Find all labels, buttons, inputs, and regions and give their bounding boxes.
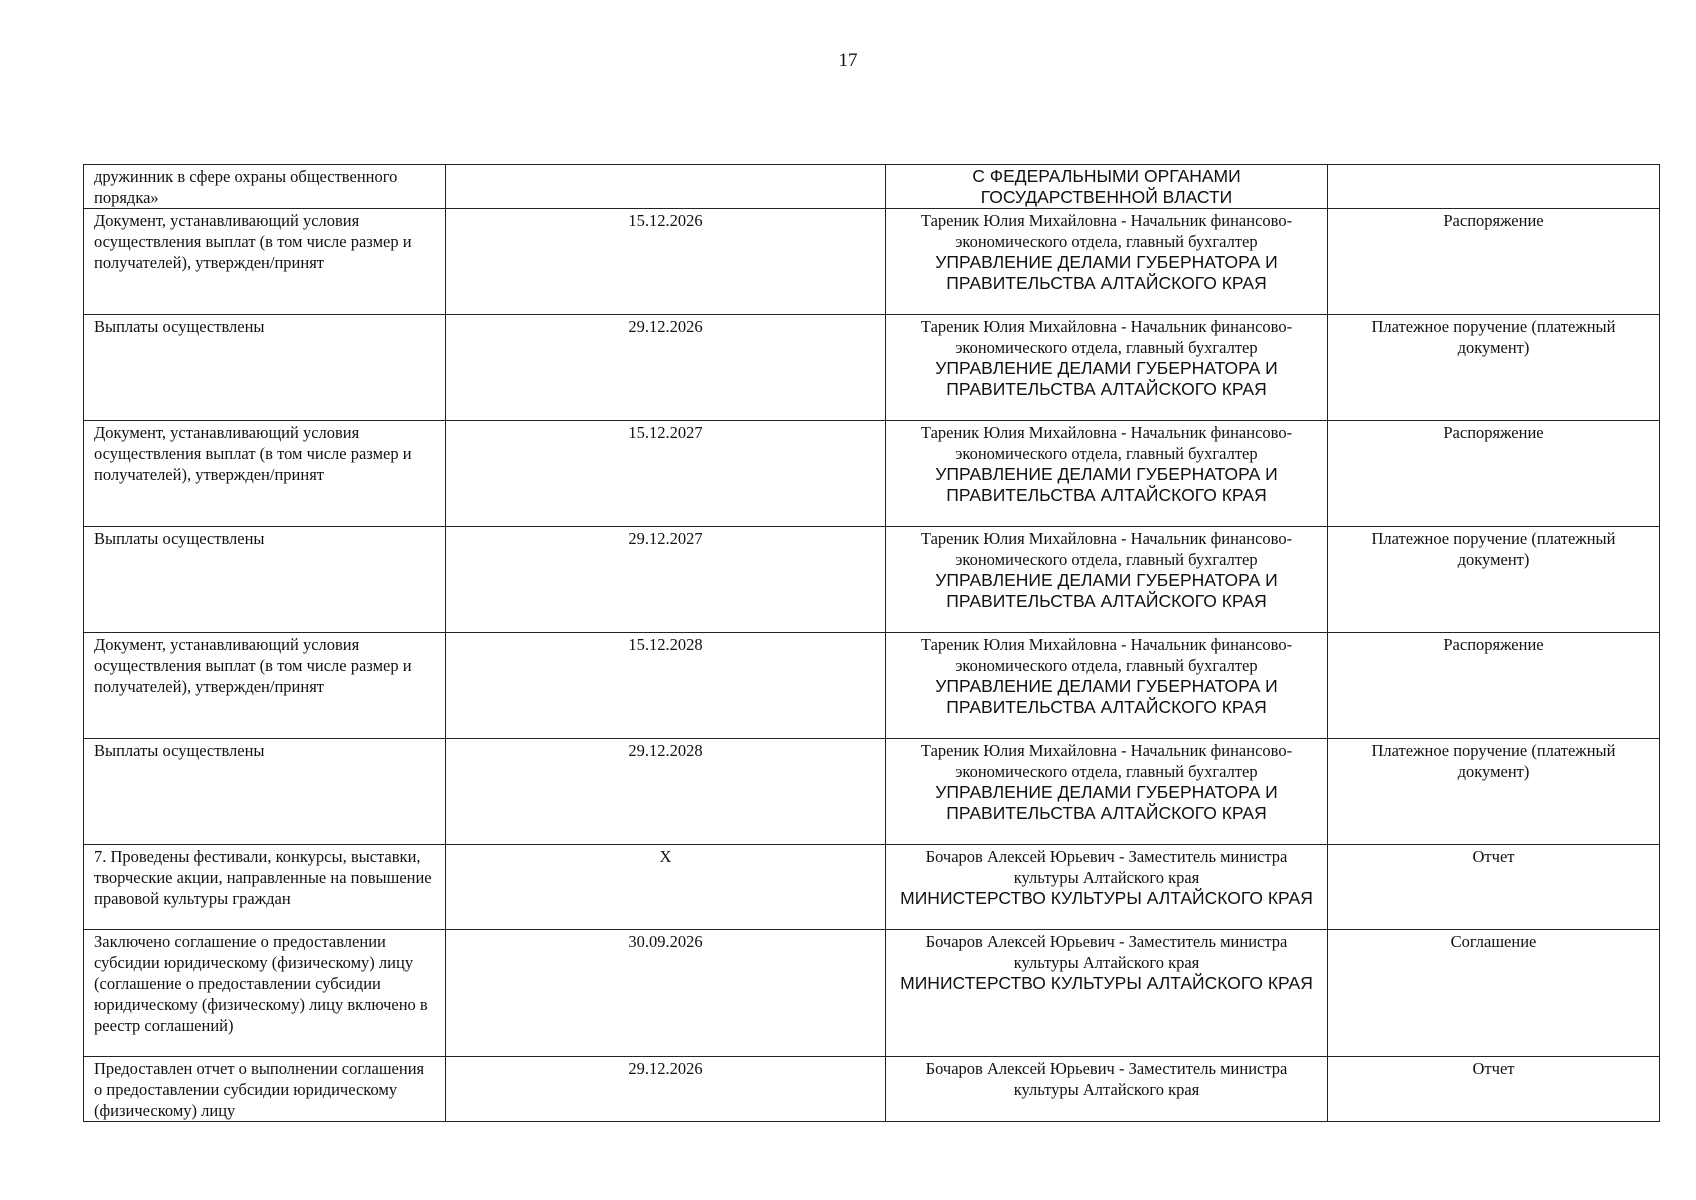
cell-document-type: Распоряжение bbox=[1328, 633, 1660, 739]
cell-responsible bbox=[886, 527, 1328, 633]
cell-document-type: Распоряжение bbox=[1328, 421, 1660, 527]
responsible-person: Тареник Юлия Михайловна - Начальник финансово-экономического отдела, главный бухгалтер bbox=[920, 423, 1293, 463]
cell-description: Документ, устанавливающий условия осуществления выплат (в том числе размер и получателей), утвержден/принят bbox=[84, 209, 446, 315]
cell-date: 29.12.2027 bbox=[446, 527, 886, 633]
page-number: 17 bbox=[838, 50, 858, 71]
cell-description: 7. Проведены фестивали, конкурсы, выставки, творческие акции, направленные на повышение правовой культуры граждан bbox=[84, 845, 446, 930]
responsible-organization: УПРАВЛЕНИЕ ДЕЛАМИ ГУБЕРНАТОРА И ПРАВИТЕЛЬСТВА АЛТАЙСКОГО КРАЯ bbox=[935, 676, 1278, 717]
cell-responsible bbox=[886, 845, 1328, 930]
cell-date: 29.12.2028 bbox=[446, 739, 886, 845]
cell-date: 15.12.2027 bbox=[446, 421, 886, 527]
responsible-organization: УПРАВЛЕНИЕ ДЕЛАМИ ГУБЕРНАТОРА И ПРАВИТЕЛЬСТВА АЛТАЙСКОГО КРАЯ bbox=[935, 782, 1278, 823]
cell-description: Документ, устанавливающий условия осуществления выплат (в том числе размер и получателей), утвержден/принят bbox=[84, 421, 446, 527]
plan-table-body bbox=[84, 165, 1660, 1122]
cell-responsible bbox=[886, 739, 1328, 845]
cell-description: Выплаты осуществлены bbox=[84, 527, 446, 633]
cell-date: 15.12.2028 bbox=[446, 633, 886, 739]
cell-description: Заключено соглашение о предоставлении субсидии юридическому (физическому) лицу (соглашение о предоставлении субсидии юридическому (физическому) лицу включено в реестр соглашений) bbox=[84, 930, 446, 1057]
table-row bbox=[84, 421, 1660, 527]
cell-description: дружинник в сфере охраны общественного порядка» bbox=[84, 165, 446, 209]
plan-table bbox=[83, 164, 1660, 1122]
cell-date: 30.09.2026 bbox=[446, 930, 886, 1057]
responsible-organization: МИНИСТЕРСТВО КУЛЬТУРЫ АЛТАЙСКОГО КРАЯ bbox=[900, 973, 1313, 993]
cell-document-type: Отчет bbox=[1328, 1057, 1660, 1122]
cell-document-type bbox=[1328, 165, 1660, 209]
cell-responsible bbox=[886, 209, 1328, 315]
cell-description: Документ, устанавливающий условия осуществления выплат (в том числе размер и получателей), утвержден/принят bbox=[84, 633, 446, 739]
cell-document-type: Распоряжение bbox=[1328, 209, 1660, 315]
responsible-organization: МИНИСТЕРСТВО КУЛЬТУРЫ АЛТАЙСКОГО КРАЯ bbox=[900, 888, 1313, 908]
responsible-organization: УПРАВЛЕНИЕ ДЕЛАМИ ГУБЕРНАТОРА И ПРАВИТЕЛЬСТВА АЛТАЙСКОГО КРАЯ bbox=[935, 464, 1278, 505]
table-row bbox=[84, 527, 1660, 633]
table-row bbox=[84, 633, 1660, 739]
cell-description: Предоставлен отчет о выполнении соглашения о предоставлении субсидии юридическому (физическому) лицу bbox=[84, 1057, 446, 1122]
responsible-organization: УПРАВЛЕНИЕ ДЕЛАМИ ГУБЕРНАТОРА И ПРАВИТЕЛЬСТВА АЛТАЙСКОГО КРАЯ bbox=[935, 358, 1278, 399]
cell-document-type: Платежное поручение (платежный документ) bbox=[1328, 739, 1660, 845]
table-row bbox=[84, 845, 1660, 930]
cell-responsible bbox=[886, 930, 1328, 1057]
cell-responsible bbox=[886, 633, 1328, 739]
cell-date: 29.12.2026 bbox=[446, 315, 886, 421]
cell-document-type: Соглашение bbox=[1328, 930, 1660, 1057]
responsible-organization: УПРАВЛЕНИЕ ДЕЛАМИ ГУБЕРНАТОРА И ПРАВИТЕЛЬСТВА АЛТАЙСКОГО КРАЯ bbox=[935, 252, 1278, 293]
responsible-person: Тареник Юлия Михайловна - Начальник финансово-экономического отдела, главный бухгалтер bbox=[920, 529, 1293, 569]
responsible-person: Бочаров Алексей Юрьевич - Заместитель министра культуры Алтайского края bbox=[925, 1059, 1288, 1099]
table-row bbox=[84, 930, 1660, 1057]
responsible-person: Тареник Юлия Михайловна - Начальник финансово-экономического отдела, главный бухгалтер bbox=[920, 741, 1293, 781]
cell-responsible bbox=[886, 421, 1328, 527]
table-row bbox=[84, 739, 1660, 845]
responsible-person: Тареник Юлия Михайловна - Начальник финансово-экономического отдела, главный бухгалтер bbox=[920, 635, 1293, 675]
responsible-person: Бочаров Алексей Юрьевич - Заместитель министра культуры Алтайского края bbox=[925, 932, 1288, 972]
responsible-organization: С ФЕДЕРАЛЬНЫМИ ОРГАНАМИ ГОСУДАРСТВЕННОЙ ВЛАСТИ bbox=[972, 166, 1241, 207]
responsible-organization: УПРАВЛЕНИЕ ДЕЛАМИ ГУБЕРНАТОРА И ПРАВИТЕЛЬСТВА АЛТАЙСКОГО КРАЯ bbox=[935, 570, 1278, 611]
cell-document-type: Отчет bbox=[1328, 845, 1660, 930]
cell-responsible bbox=[886, 315, 1328, 421]
table-row bbox=[84, 315, 1660, 421]
responsible-person: Бочаров Алексей Юрьевич - Заместитель министра культуры Алтайского края bbox=[925, 847, 1288, 887]
cell-date: 15.12.2026 bbox=[446, 209, 886, 315]
table-row bbox=[84, 165, 1660, 209]
cell-document-type: Платежное поручение (платежный документ) bbox=[1328, 527, 1660, 633]
table-row bbox=[84, 1057, 1660, 1122]
table-row bbox=[84, 209, 1660, 315]
cell-responsible bbox=[886, 1057, 1328, 1122]
cell-responsible bbox=[886, 165, 1328, 209]
cell-date: X bbox=[446, 845, 886, 930]
cell-date bbox=[446, 165, 886, 209]
cell-document-type: Платежное поручение (платежный документ) bbox=[1328, 315, 1660, 421]
cell-date: 29.12.2026 bbox=[446, 1057, 886, 1122]
responsible-person: Тареник Юлия Михайловна - Начальник финансово-экономического отдела, главный бухгалтер bbox=[920, 211, 1293, 251]
responsible-person: Тареник Юлия Михайловна - Начальник финансово-экономического отдела, главный бухгалтер bbox=[920, 317, 1293, 357]
cell-description: Выплаты осуществлены bbox=[84, 739, 446, 845]
cell-description: Выплаты осуществлены bbox=[84, 315, 446, 421]
